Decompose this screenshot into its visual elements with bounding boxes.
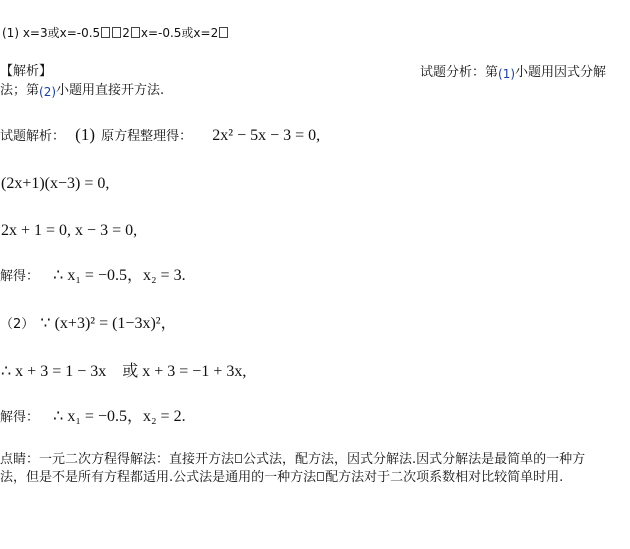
analysis-summary-cont: 法；第 [0,83,40,98]
analysis-summary-line2 [0,82,164,99]
analysis-summary-part2: (2) [39,85,57,99]
note-text-2: 法，但是不是所有方程都适用.公式法是通用的一种方法 [0,470,317,485]
solution-part2-result: ∴ x₁ = −0.5，x₂ = 2. [53,408,186,425]
placeholder-box-icon [317,472,324,481]
note-line-2 [0,470,563,486]
solution-result-2 [0,409,186,426]
note-text-2b: 配方法对于二次项系数相对比较简单时用. [325,470,564,485]
analysis-summary-mid: 小题用因式分解 [515,65,607,80]
solution-part1-text: 原方程整理得： [101,129,193,144]
analysis-summary-part1: (1) [498,67,516,81]
analysis-summary-prefix: 试题分析：第 [420,65,499,80]
analysis-summary-line1 [420,64,606,81]
solution-part2-cases: ∴ x + 3 = 1 − 3x 或 x + 3 = −1 + 3x, [1,363,247,380]
solution-solve-label-2: 解得： [0,410,40,425]
answer-line [2,25,229,41]
solution-part2-label: （2） [0,317,35,332]
placeholder-box-icon [101,27,110,38]
answer-part2-label: 2 [122,26,130,40]
answer-part1-value: x=3或x=-0.5 [22,26,101,40]
solution-part1-equation: 2x² − 5x − 3 = 0, [212,127,321,144]
answer-part1-label: (1) [2,26,19,40]
analysis-heading: 【解析】 [0,64,53,79]
analysis-summary-end: 小题用直接开方法. [56,83,165,98]
solution-split: 2x + 1 = 0, x − 3 = 0, [1,222,138,239]
note-line-1 [0,452,585,468]
solution-line-1 [0,127,320,145]
solution-part2-line [0,316,177,333]
solution-result-1 [0,268,186,285]
solution-part1-result: ∴ x₁ = −0.5，x₂ = 3. [53,267,186,284]
note-text-1b: 公式法，配方法，因式分解法.因式分解法是最简单的一种方 [243,452,586,467]
solution-part2-equation: ∵ (x+3)² = (1−3x)²， [40,315,177,332]
placeholder-box-icon [219,27,228,38]
placeholder-box-icon [235,454,242,463]
solution-label: 试题解析： [0,129,66,144]
solution-solve-label: 解得： [0,269,40,284]
solution-part1-label: (1) [75,125,95,144]
placeholder-box-icon [131,27,140,38]
note-text-1: 点睛：一元二次方程得解法：直接开方法 [0,452,235,467]
placeholder-box-icon [112,27,121,38]
answer-part2-value: x=-0.5或x=2 [140,26,219,40]
solution-factored: (2x+1)(x−3) = 0, [1,175,110,192]
